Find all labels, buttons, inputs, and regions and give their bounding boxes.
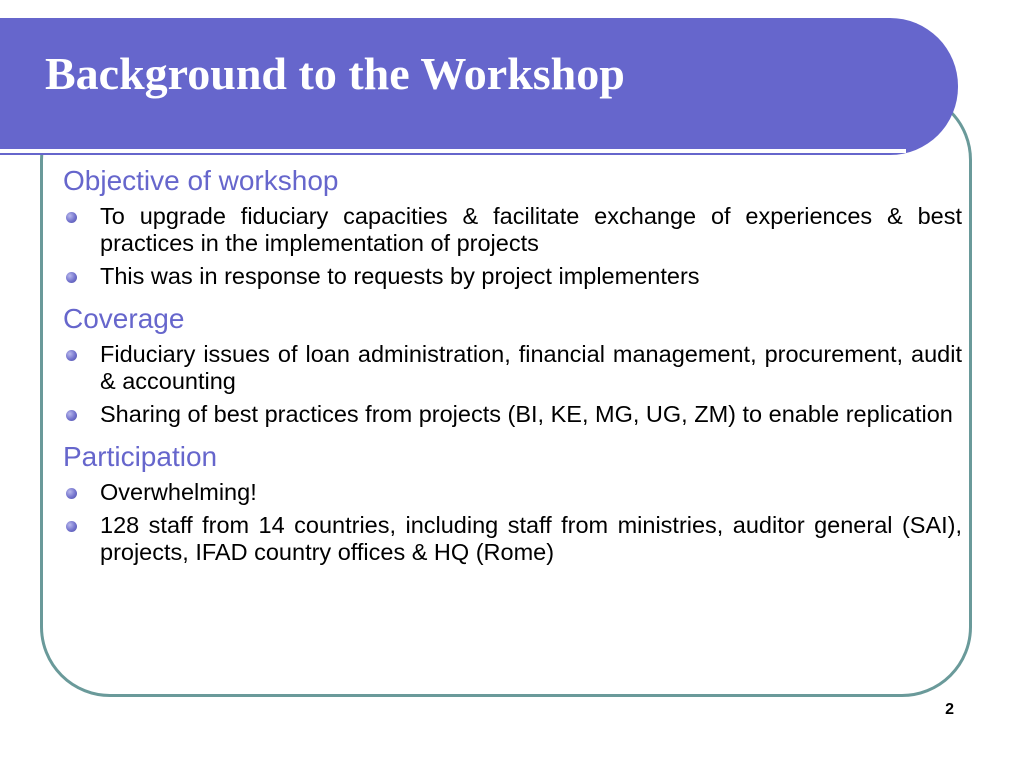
section-heading-objective: Objective of workshop: [63, 165, 339, 196]
bullet-list-coverage: [63, 341, 962, 428]
page-number: 2: [945, 701, 954, 718]
bullet-text: Overwhelming!: [100, 479, 257, 505]
bullet-item: [63, 203, 962, 257]
section-heading-participation: Participation: [63, 441, 218, 472]
sphere-bullet-icon: [66, 350, 77, 361]
bullet-text: Sharing of best practices from projects (BI, KE, MG, UG, ZM) to enable replication: [100, 401, 953, 427]
sphere-bullet-icon: [66, 521, 77, 532]
bullet-text: To upgrade fiduciary capacities & facilitate exchange of experiences & best practices in the implementation of projects: [100, 203, 962, 256]
bullet-text: This was in response to requests by project implementers: [100, 263, 700, 289]
bullet-list-participation: [63, 479, 962, 566]
sphere-bullet-icon: [66, 410, 77, 421]
bullet-list-objective: [63, 203, 962, 290]
bullet-text: 128 staff from 14 countries, including staff from ministries, auditor general (SAI), projects, IFAD country offices & HQ (Rome): [100, 512, 962, 565]
slide-content: [63, 163, 962, 577]
bullet-text: Fiduciary issues of loan administration, financial management, procurement, audit & accounting: [100, 341, 962, 394]
bullet-item: [63, 341, 962, 395]
slide-title: Background to the Workshop: [45, 48, 625, 99]
sphere-bullet-icon: [66, 272, 77, 283]
sphere-bullet-icon: [66, 488, 77, 499]
sphere-bullet-icon: [66, 212, 77, 223]
bullet-item: [63, 512, 962, 566]
bullet-item: [63, 479, 962, 506]
bullet-item: [63, 263, 962, 290]
section-heading-coverage: Coverage: [63, 303, 185, 334]
bullet-item: [63, 401, 962, 428]
title-underline: [0, 149, 906, 153]
